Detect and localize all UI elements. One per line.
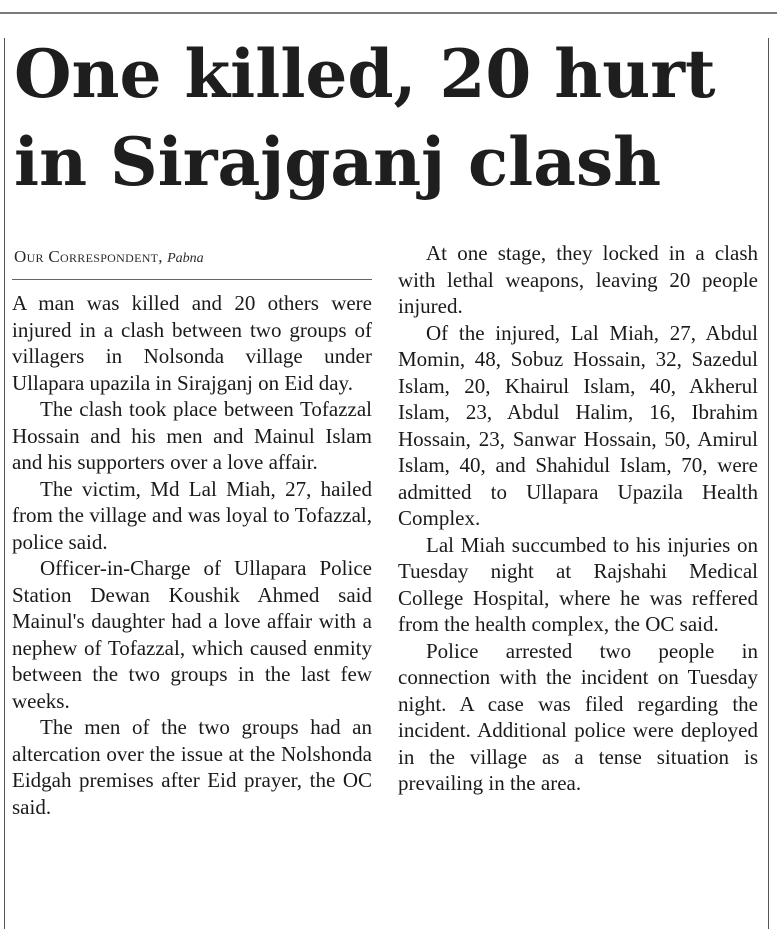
byline: [14, 246, 372, 270]
paragraph: Police arrested two people in connection with the incident on Tuesday night. A case was filed regarding the incident. Additional police were deployed in the village as a tense situation is prevailing in the area.: [398, 638, 758, 795]
byline-location: Pabna: [167, 251, 204, 266]
headline: [14, 30, 764, 206]
byline-author: Our Correspondent,: [14, 247, 163, 266]
right-border-rule: [768, 38, 769, 929]
paragraph: A man was killed and 20 others were injured in a clash between two groups of villagers in Nolsonda village under Ullapara upazila in Sirajganj on Eid day.: [12, 291, 372, 395]
paragraph: At one stage, they locked in a clash with lethal weapons, leaving 20 people injured.: [398, 241, 758, 318]
article-column-right: [398, 240, 758, 797]
paragraph: Lal Miah succumbed to his injuries on Tuesday night at Rajshahi Medical College Hospital, where he was reffered from the health complex, the OC said.: [398, 532, 758, 636]
headline-line-2: in Sirajganj clash: [14, 123, 662, 201]
byline-divider: [12, 279, 372, 280]
paragraph: The men of the two groups had an altercation over the issue at the Nolshonda Eidgah premises after Eid prayer, the OC said.: [12, 715, 372, 819]
paragraph: Of the injured, Lal Miah, 27, Abdul Momin, 48, Sobuz Hossain, 32, Sazedul Islam, 20, Khairul Islam, 40, Akherul Islam, 23, Abdul Halim, 16, Ibrahim Hossain, 23, Sanwar Hossain, 50, Amirul Islam, 40, and Shahidul Islam, 70, were admitted to Ullapara Upazila Health Complex.: [398, 320, 758, 530]
article-column-left: [12, 290, 372, 820]
headline-line-1: One killed, 20 hurt: [14, 35, 716, 113]
left-border-rule: [4, 38, 5, 929]
paragraph: The clash took place between Tofazzal Hossain and his men and Mainul Islam and his supporters over a love affair.: [12, 397, 372, 474]
paragraph: Officer-in-Charge of Ullapara Police Station Dewan Koushik Ahmed said Mainul's daughter had a love affair with a nephew of Tofazzal, which caused enmity between the two groups in the last few weeks.: [12, 556, 372, 713]
paragraph: The victim, Md Lal Miah, 27, hailed from the village and was loyal to Tofazzal, police said.: [12, 476, 372, 554]
top-rule: [0, 12, 777, 14]
